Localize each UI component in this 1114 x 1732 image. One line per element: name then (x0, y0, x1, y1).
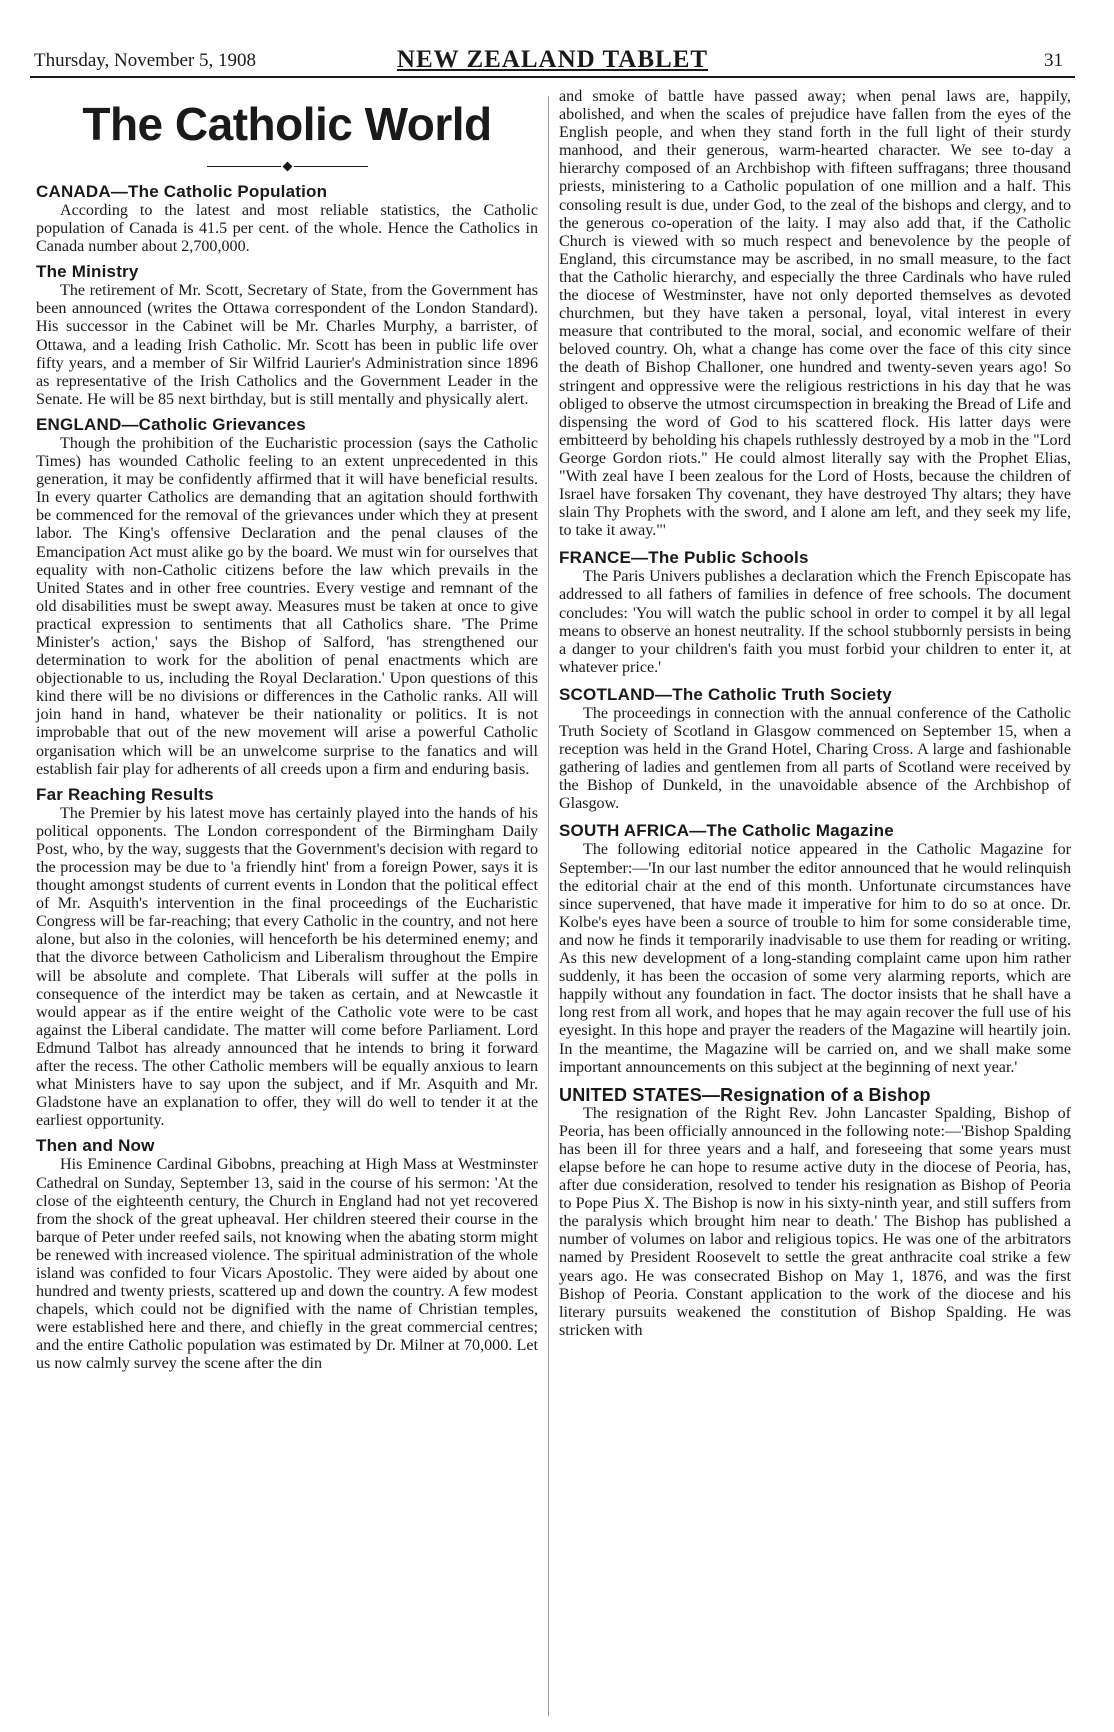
section-heading-south-africa: SOUTH AFRICA—The Catholic Magazine (559, 821, 894, 841)
publication-name: NEW ZEALAND TABLET (396, 46, 709, 73)
paragraph-england: Though the prohibition of the Eucharistic procession (says the Catholic Times) has wounded Catholic feeling to an extent unprecedented in this generation, it may be confidently affirmed that it will have beneficial results. In every quarter Catholics are demanding that an agitation should forthwith be commenced for the removal of the grievances under which they at present labor. The King's offensive Declaration and the penal clauses of the Emancipation Act must alike go by the board. We must win for ourselves that equality with non-Catholic citizens before the law which prevails in the United States and in other free countries. Every vestige and remnant of the old disabilities must be swept away. Measures must be taken at once to give practical expression to sentiments that all Catholics share. 'The Prime Minister's action,' says the Bishop of Salford, 'has strengthened our determination to work for the abolition of penal enactments which are objectionable to us, including the Royal Declaration.' Upon questions of this kind there will be no divisions or differences in the Catholic ranks. All will join hand in hand, whatever be their nationality or politics. It is not improbable that out of the new movement will arise a powerful Catholic organisation which will be an unwelcome surprise to the fanatics and will establish fair play for adherents of all creeds upon a firm and enduring basis. (36, 434, 538, 778)
section-heading-far-reaching: Far Reaching Results (36, 784, 214, 804)
page-number: 31 (1044, 50, 1063, 71)
section-heading-united-states: UNITED STATES—Resignation of a Bishop (559, 1084, 931, 1105)
paragraph-france: The Paris Univers publishes a declaration which the French Episcopate has addressed to all fathers of families in defence of free schools. The document concludes: 'You will watch the public school in order to compel it by all legal means to observe an honest neutrality. If the school stubbornly persists in being a danger to your children's faith you must forbid your children to enter it, at whatever price.' (559, 568, 1071, 676)
section-heading-then-now: Then and Now (36, 1136, 155, 1156)
paragraph-continuation: and smoke of battle have passed away; when penal laws are, happily, abolished, and when the scales of prejudice have fallen from the eyes of the English people, and when they stand forth in the full light of their sturdy manhood, and their generous, warm-hearted character. We see to-day a hierarchy composed of an Archbishop with fifteen suffragans; three thousand priests, ministering to a Catholic population of one million and a half. This consoling result is due, under God, to the zeal of the bishops and clergy, and to the generous co-operation of the laity. I may also add that, if the Catholic Church is viewed with so much respect and benevolence by the people of England, this circumstance may be ascribed, in no small measure, to the fact that the Catholic hierarchy, and especially the three Cardinals who have ruled the diocese of Westminster, have not only deported themselves as devoted churchmen, but they have taken a personal, loyal, vital interest in every measure that contributed to the moral, social, and economic welfare of their beloved country. Oh, what a change has come over the face of this city since the death of Bishop Challoner, one hundred and twenty-seven years ago! So stringent and oppressive were the religious restrictions in his day that he was obliged to observe the utmost circumspection in breaking the Bread of Life and dispensing the word of God to his scattered flock. His latter days were embitteerd by beholding his chapels ruthlessly destroyed by a mob in the "Lord George Gordon riots." He could almost literally say with the Prophet Elias, "With zeal have I been zealous for the Lord of Hosts, because the children of Israel have forsaken Thy covenant, they have destroyed Thy altars; they have slain Thy Prophets with the sword, and I alone am left, and they seek my life, to take it away."' (559, 88, 1071, 540)
paragraph-canada: According to the latest and most reliable statistics, the Catholic population of Canada is 41.5 per cent. of the whole. Hence the Catholics in Canada number about 2,700,000. (36, 202, 538, 256)
diamond-icon (282, 161, 292, 171)
paragraph-south-africa: The following editorial notice appeared in the Catholic Magazine for September:—'In our last number the editor announced that he would relinquish the editorial chair at the end of this month. Unfortunate circumstances have since supervened, that have made it imperative for him to do so at once. Dr. Kolbe's eyes have been a source of trouble to him for some considerable time, and now he finds it temporarily inadvisable to use them for reading or writing. As this new development of a long-standing complaint came upon him rather suddenly, it has been the occasion of some very alarming reports, which are happily without any foundation in fact. The doctor insists that he shall have a long rest from all work, and hopes that he may again recover the full use of his eyesight. In this hope and prayer the readers of the Magazine will heartily join. In the meantime, the Magazine will be carried on, and we shall make some important announcements on this subject at the beginning of next year.' (559, 841, 1071, 1076)
paragraph-far-reaching: The Premier by his latest move has certainly played into the hands of his political opponents. The London correspondent of the Birmingham Daily Post, who, by the way, suggests that the Government's decision with regard to the procession may be due to 'a friendly hint' from a foreign Power, says it is thought amongst students of current events in London that the political effect of Mr. Asquith's intervention in the final proceedings of the Eucharistic Congress will be far-reaching; that every Catholic in the country, and not here alone, but also in the colonies, will henceforth be his determined enemy; and that the divorce between Catholicism and Liberalism throughout the Empire will be absolute and complete. That Liberals will suffer at the polls in consequence of the interdict may be taken as certain, and at Newcastle it would appear as if the entire weight of the Catholic vote were to be cast against the Liberal candidate. The matter will come before Parliament. Lord Edmund Talbot has already announced that he intends to bring it forward after the recess. The other Catholic members will be equally anxious to learn what Ministers have to say upon the subject, and if Mr. Asquith and Mr. Gladstone have an explanation to offer, they will do well to tender it at the earliest opportunity. (36, 804, 538, 1130)
right-column (559, 88, 1071, 1340)
section-heading-france: FRANCE—The Public Schools (559, 548, 809, 568)
ornament-rule-right (294, 166, 368, 167)
issue-date: Thursday, November 5, 1908 (34, 50, 256, 71)
paragraph-then-now: His Eminence Cardinal Gibobns, preaching at High Mass at Westminster Cathedral on Sunday, September 13, said in the course of his sermon: 'At the close of the eighteenth century, the Church in England had not yet recovered from the shock of the great upheaval. Her children steered their course in the barque of Peter under reefed sails, not knowing when the abating storm might be renewed with increased violence. The spiritual administration of the whole island was confided to four Vicars Apostolic. They were aided by about one hundred and twenty priests, scattered up and down the country. A few modest chapels, which could not be dignified with the name of Christian temples, were established here and there, and chiefly in the great commercial centres; and the entire Catholic population was estimated by Dr. Milner at 70,000. Let us now calmly survey the scene after the din (36, 1156, 538, 1373)
paragraph-ministry: The retirement of Mr. Scott, Secretary of State, from the Government has been announced (writes the Ottawa correspondent of the London Standard). His successor in the Cabinet will be Mr. Charles Murphy, a barrister, of Ottawa, and a leading Irish Catholic. Mr. Scott has been in public life over fifty years, and a member of Sir Wilfrid Laurier's Administration since 1896 as representative of the Irish Catholics and the Government Leader in the Senate. He will be 85 next birthday, but is still mentally and physically alert. (36, 282, 538, 408)
paragraph-united-states: The resignation of the Right Rev. John Lancaster Spalding, Bishop of Peoria, has been officially announced in the following note:—'Bishop Spalding has been ill for three years and a half, and foreseeing that some years must elapse before he can hope to resume active duty in the diocese of Peoria, has, after due consideration, resolved to tender his resignation as Bishop of Peoria to Pope Pius X. The Bishop is now in his sixty-ninth year, and still suffers from the paralysis which brought him near to death.' The Bishop has published a number of volumes on labor and religious topics. He was one of the arbitrators named by President Roosevelt to settle the great anthracite coal strike a few years ago. He was consecrated Bishop on May 1, 1876, and was the first Bishop of Peoria. Constant application to the work of the diocese and his literary pursuits weakened the constitution of Bishop Spalding. He was stricken with (559, 1104, 1071, 1339)
paragraph-scotland: The proceedings in connection with the annual conference of the Catholic Truth Society of Scotland in Glasgow commenced on September 15, when a reception was held in the Grand Hotel, Charing Cross. A large and fashionable gathering of ladies and gentlemen from all parts of Scotland were received by the Bishop of Dunkeld, in the unavoidable absence of the Archbishop of Glasgow. (559, 704, 1071, 813)
section-heading-scotland: SCOTLAND—The Catholic Truth Society (559, 684, 892, 704)
title-ornament (36, 160, 538, 172)
masthead (30, 46, 1075, 78)
section-heading-england: ENGLAND—Catholic Grievances (36, 414, 306, 434)
left-column (36, 88, 538, 1374)
section-heading-ministry: The Ministry (36, 262, 139, 282)
section-heading-canada: CANADA—The Catholic Population (36, 182, 328, 201)
ornament-rule-left (207, 166, 281, 167)
column-divider (548, 96, 549, 1716)
feature-title: The Catholic World (82, 98, 492, 150)
